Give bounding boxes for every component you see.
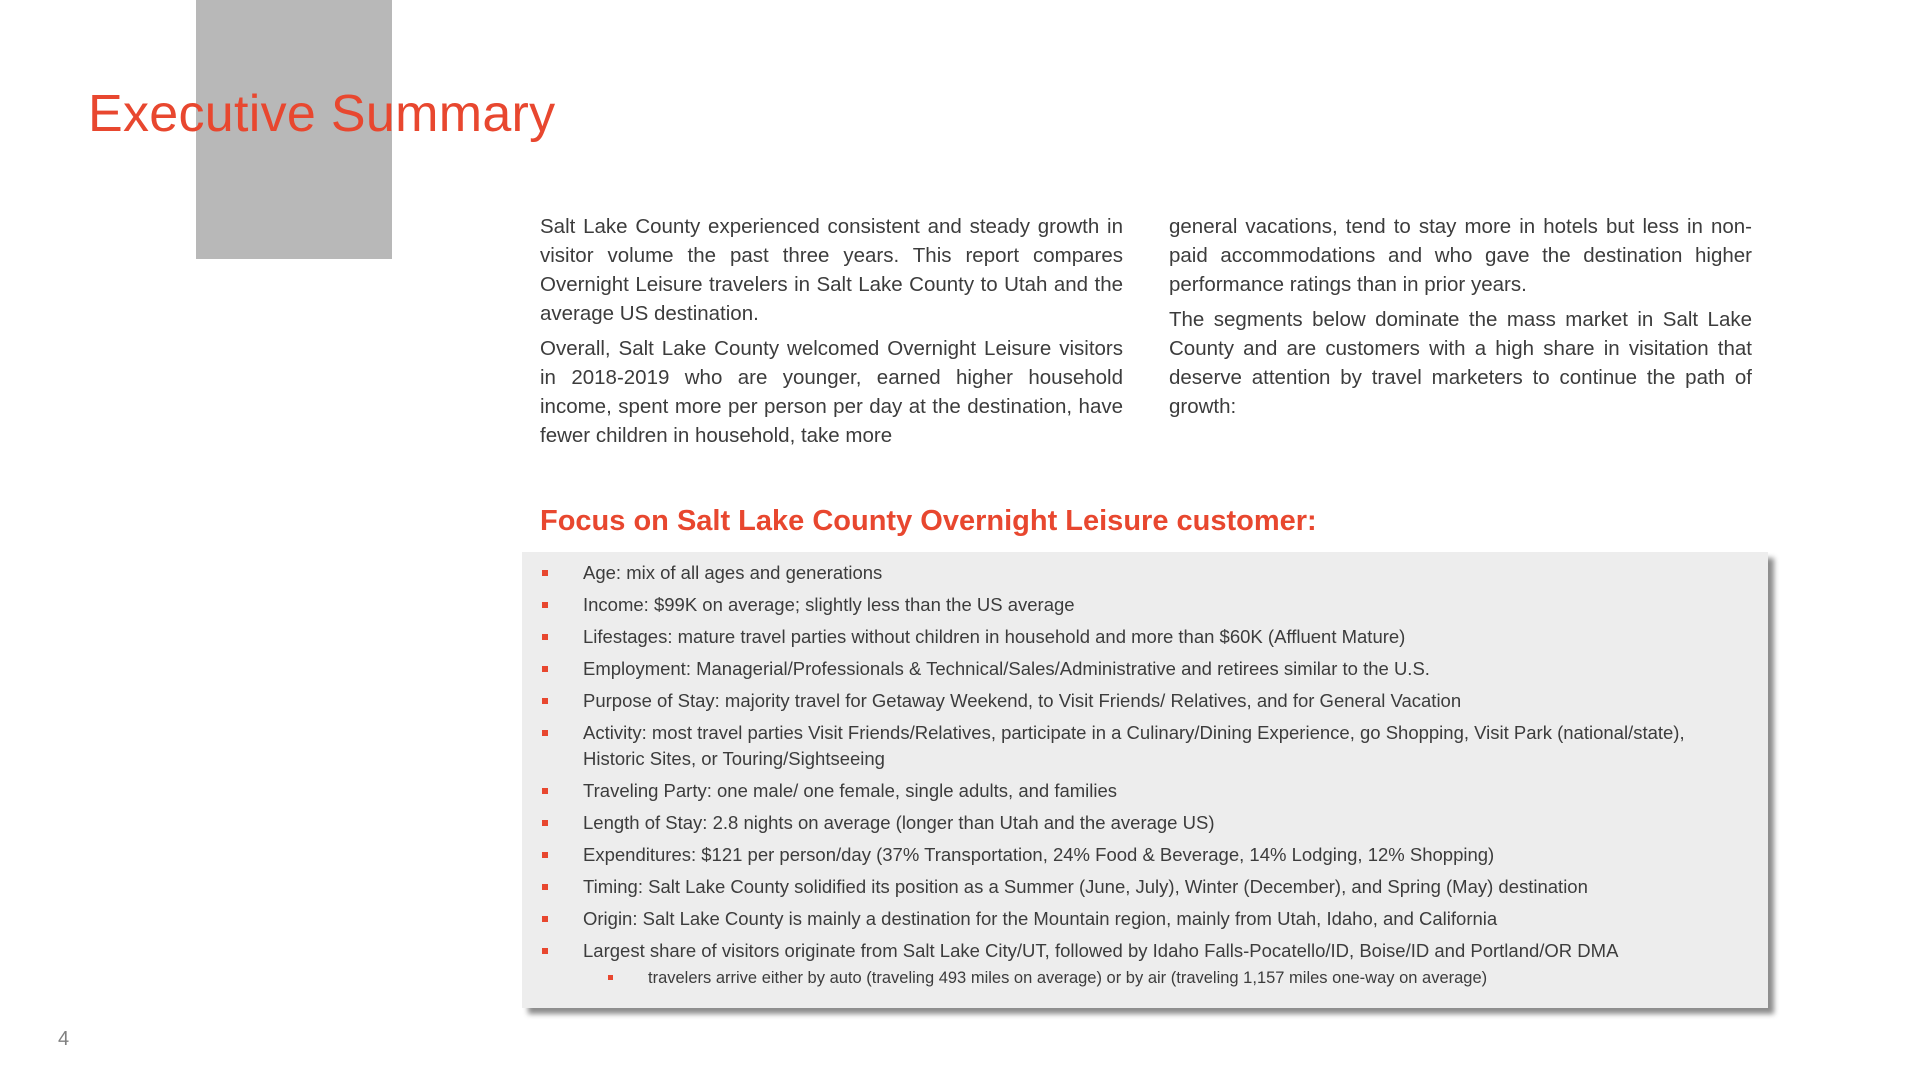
bullet-icon <box>542 602 548 608</box>
list-item: Origin: Salt Lake County is mainly a destination for the Mountain region, mainly from Utah, Idaho, and California <box>522 906 1768 932</box>
bullet-icon <box>542 948 548 954</box>
list-item: Employment: Managerial/Professionals & Technical/Sales/Administrative and retirees similar to the U.S. <box>522 656 1768 682</box>
bullet-icon <box>542 634 548 640</box>
bullet-icon <box>542 820 548 826</box>
intro-right-column <box>1169 212 1752 427</box>
list-item: Lifestages: mature travel parties without children in household and more than $60K (Affluent Mature) <box>522 624 1768 650</box>
intro-left-column <box>540 212 1123 456</box>
page-title: Executive Summary <box>88 85 556 143</box>
list-item: Income: $99K on average; slightly less than the US average <box>522 592 1768 618</box>
bullet-icon <box>608 975 613 980</box>
bullet-icon <box>542 570 548 576</box>
bullet-icon <box>542 788 548 794</box>
list-item: Expenditures: $121 per person/day (37% Transportation, 24% Food & Beverage, 14% Lodging, 12% Shopping) <box>522 842 1768 868</box>
focus-panel <box>522 552 1768 1008</box>
list-item: Length of Stay: 2.8 nights on average (longer than Utah and the average US) <box>522 810 1768 836</box>
bullet-icon <box>542 698 548 704</box>
intro-paragraph: The segments below dominate the mass market in Salt Lake County and are customers with a high share in visitation that deserve attention by travel marketers to continue the path of growth: <box>1169 308 1752 418</box>
bullet-icon <box>542 730 548 736</box>
page-number: 4 <box>58 1028 70 1050</box>
bullet-icon <box>542 666 548 672</box>
list-item: Purpose of Stay: majority travel for Getaway Weekend, to Visit Friends/ Relatives, and for General Vacation <box>522 688 1768 714</box>
bullet-icon <box>542 884 548 890</box>
bullet-icon <box>542 852 548 858</box>
sub-list-item: travelers arrive either by auto (traveling 493 miles on average) or by air (traveling 1,157 miles one-way on average) <box>522 967 1768 989</box>
intro-paragraph: general vacations, tend to stay more in hotels but less in non-paid accommodations and who gave the destination higher performance ratings than in prior years. <box>1169 215 1752 296</box>
intro-paragraph: Overall, Salt Lake County welcomed Overnight Leisure visitors in 2018-2019 who are younger, earned higher household income, spent more per person per day at the destination, have fewer children in household, take more <box>540 337 1123 447</box>
focus-list <box>522 560 1768 989</box>
list-item: Timing: Salt Lake County solidified its position as a Summer (June, July), Winter (December), and Spring (May) destination <box>522 874 1768 900</box>
list-item: Activity: most travel parties Visit Friends/Relatives, participate in a Culinary/Dining Experience, go Shopping, Visit Park (national/state), Historic Sites, or Touring/Sightseeing <box>522 720 1768 772</box>
list-item: Traveling Party: one male/ one female, single adults, and families <box>522 778 1768 804</box>
intro-paragraph: Salt Lake County experienced consistent and steady growth in visitor volume the past three years. This report compares Overnight Leisure travelers in Salt Lake County to Utah and the average US destination. <box>540 215 1123 325</box>
focus-heading: Focus on Salt Lake County Overnight Leisure customer: <box>540 505 1317 537</box>
list-item: Age: mix of all ages and generations <box>522 560 1768 586</box>
bullet-icon <box>542 916 548 922</box>
list-item: Largest share of visitors originate from Salt Lake City/UT, followed by Idaho Falls-Pocatello/ID, Boise/ID and Portland/OR DMA <box>522 938 1768 964</box>
